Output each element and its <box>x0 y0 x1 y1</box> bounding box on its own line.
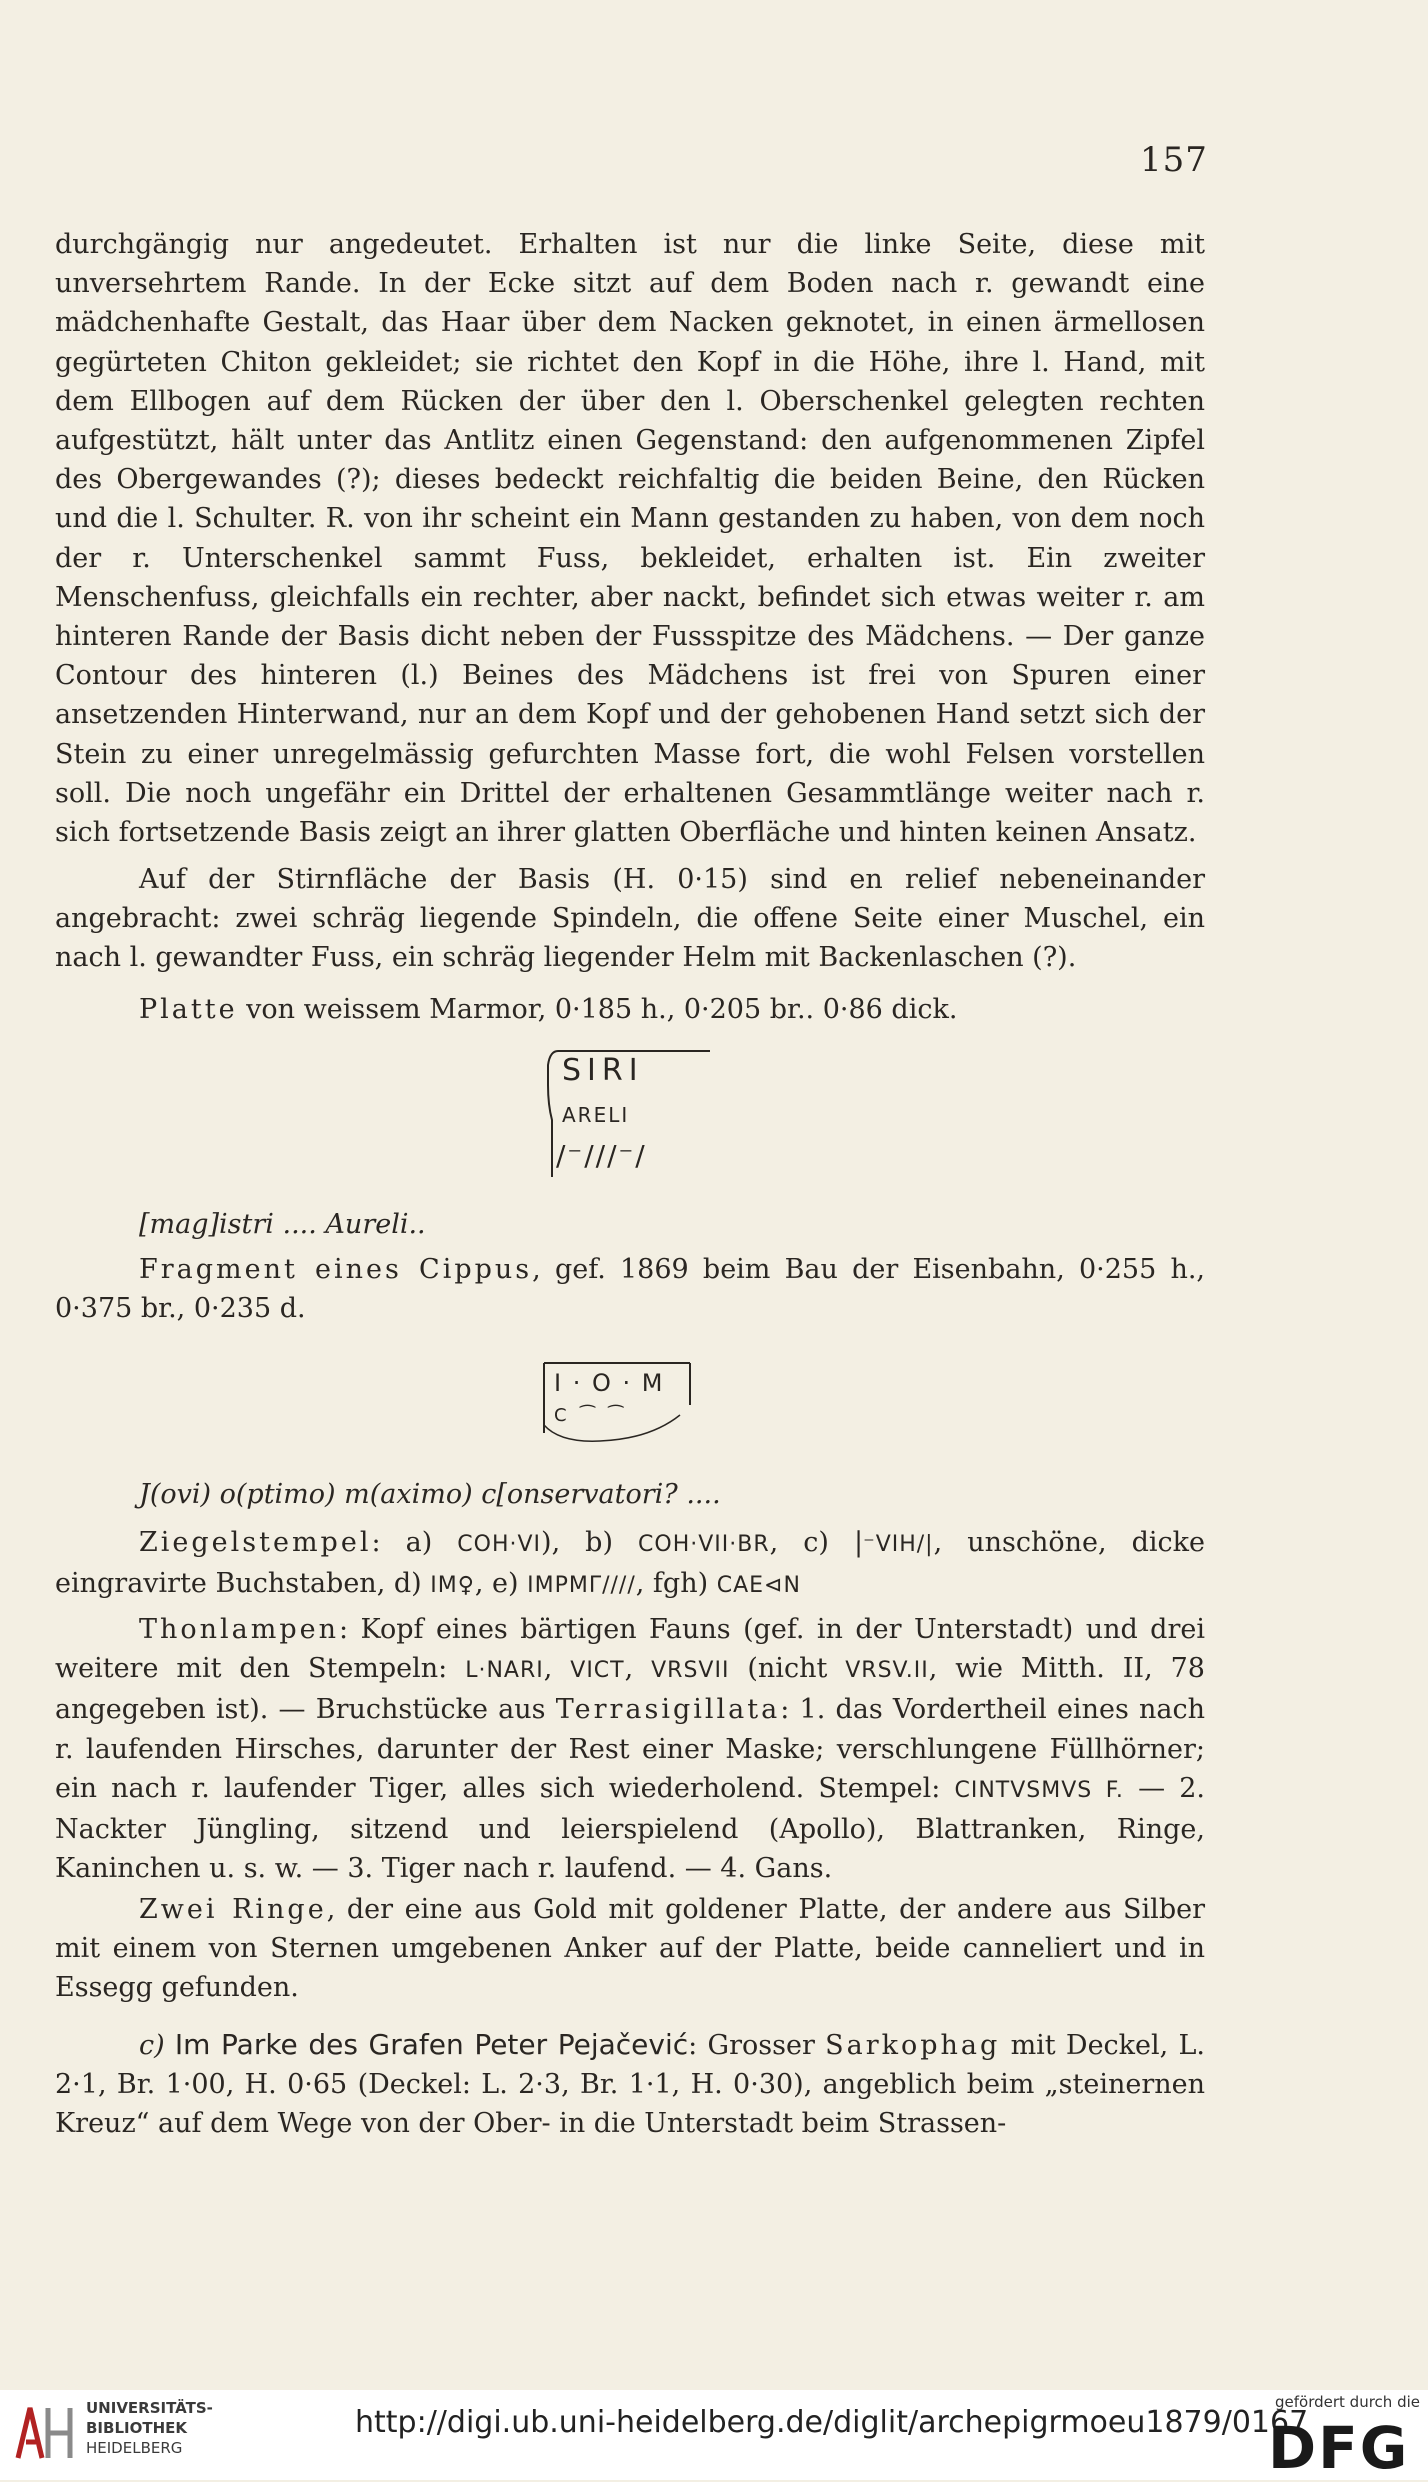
paragraph-8 <box>55 1610 1205 1888</box>
paragraph-text: : Grosser <box>688 2030 826 2061</box>
paragraph-text: c) <box>139 2030 175 2061</box>
inscription-fragment-2 <box>540 1355 740 1445</box>
spaced-label: Zwei Ringe <box>139 1894 327 1925</box>
paragraph-4 <box>55 1205 1205 1244</box>
page-number: 157 <box>1140 140 1208 180</box>
paragraph-text: durchgängig nur angedeutet. Erhalten ist nur die linke Seite, diese mit unversehrtem Rande. In der Ecke sitzt auf dem Boden nach r. gewandt eine mädchenhafte Gestalt, das Haar über dem Nacken geknotet, in einen ärmellosen gegürteten Chiton gekleidet; sie richtet den Kopf in die Höhe, ihre l. Hand, mit dem Ellbogen auf dem Rücken der über den l. Oberschenkel gelegten rechten aufgestützt, hält unter das Antlitz einen Gegenstand: den aufgenommenen Zipfel des Obergewandes (?); dieses bedeckt reichfaltig die beiden Beine, den Rücken und die l. Schulter. R. von ihr scheint ein Mann gestanden zu haben, von dem noch der r. Unterschenkel sammt Fuss, bekleidet, erhalten ist. Ein zweiter Menschenfuss, gleichfalls ein rechter, aber nackt, befindet sich etwas weiter r. am hinteren Rande der Basis dicht neben der Fussspitze des Mädchens. — Der ganze Contour des hinteren (l.) Beines des Mädchens ist frei von Spuren einer ansetzenden Hinterwand, nur an dem Kopf und der gehobenen Hand setzt sich der Stein zu einer unregelmässig gefurchten Masse fort, die wohl Felsen vorstellen soll. Die noch ungefähr ein Drittel der erhaltenen Gesammtlänge weiter nach r. sich fortsetzende Basis zeigt an ihrer glatten Oberfläche und hinten keinen Ansatz. <box>55 229 1205 849</box>
stamp-text: COH·VII·BR <box>638 1532 770 1557</box>
inscription-fragment-1 <box>540 1045 720 1185</box>
document-url-link[interactable]: http://digi.ub.uni-heidelberg.de/diglit/archepigrmoeu1879/0167 <box>355 2405 1309 2440</box>
stamp-text: VICT <box>570 1658 625 1684</box>
paragraph-text: (nicht <box>729 1653 846 1685</box>
stamp-text: L·NARI <box>465 1658 544 1684</box>
paragraph-text: , e) <box>474 1568 528 1600</box>
paragraph-text: : Kopf eines bärtigen Fauns (gef. in der Unterstadt) und drei weitere mit den Stempeln: <box>55 1614 1205 1685</box>
paragraph-6 <box>55 1475 1205 1514</box>
dfg-logo: DFG <box>1268 2414 1410 2482</box>
paragraph-1 <box>55 225 1205 852</box>
paragraph-text: [mag]istri .... Aureli.. <box>139 1209 426 1240</box>
spaced-label: Terrasigillata <box>555 1694 781 1726</box>
stamp-text: IM♀ <box>430 1573 475 1599</box>
university-library-logo-icon <box>12 2398 80 2466</box>
institution-line-1: UNIVERSITÄTS- <box>86 2399 213 2417</box>
paragraph-10 <box>55 2025 1205 2144</box>
paragraph-text: , c) | <box>769 1527 864 1558</box>
paragraph-text: mit Deckel, L. 2·1, Br. 1·00, H. 0·65 (Deckel: L. 2·3, Br. 1·1, H. 0·30), angeblich beim „steinernen Kreuz“ auf dem Wege von der Ober- in die Unterstadt beim Strassen- <box>55 2030 1205 2140</box>
paragraph-text: , wie Mitth. II, 78 angegeben ist). — Bruchstücke aus <box>55 1653 1205 1726</box>
funded-by-label: gefördert durch die <box>1275 2393 1420 2411</box>
stamp-text: IMPMΓ//// <box>527 1573 636 1599</box>
paragraph-3 <box>55 990 1205 1029</box>
institution-name <box>86 2398 213 2458</box>
paragraph-text: von weissem Marmor, 0·185 h., 0·205 br.. 0·86 dick. <box>237 994 958 1025</box>
paragraph-7 <box>55 1523 1205 1605</box>
inscription-line-1: I · O · M <box>554 1369 665 1397</box>
section-heading: Im Parke des Grafen Peter Pejačević <box>174 2028 689 2061</box>
spaced-label: Ziegelstempel <box>139 1527 372 1558</box>
stamp-text: COH·VI <box>457 1532 542 1557</box>
paragraph-text: , <box>543 1653 571 1685</box>
stamp-text: VRSVII <box>651 1658 730 1684</box>
stamp-text: CINTVSMVS F. <box>954 1777 1124 1803</box>
paragraph-2 <box>55 860 1205 978</box>
paragraph-text: , fgh) <box>635 1568 717 1600</box>
paragraph-text: , gef. 1869 beim Bau der Eisenbahn, 0·255 h., 0·375 br., 0·235 d. <box>55 1254 1205 1325</box>
inscription-line-1: SIRI <box>562 1053 644 1088</box>
spaced-label: Sarkophag <box>825 2030 1001 2061</box>
spaced-label: Thonlampen <box>139 1614 340 1645</box>
inscription-line-3: /⁻///⁻/ <box>556 1139 647 1172</box>
paragraph-text: J(ovi) o(ptimo) m(aximo) c[onservatori? .... <box>139 1479 721 1510</box>
inscription-line-2: C ⁀ ⁀ <box>554 1405 627 1426</box>
stamp-text: CAE⊲N <box>716 1573 801 1599</box>
paragraph-9 <box>55 1890 1205 2008</box>
stamp-text: ⁻VIH/| <box>863 1532 934 1557</box>
paragraph-text: : a) <box>371 1527 458 1558</box>
paragraph-text: ), b) <box>541 1527 639 1558</box>
paragraph-5 <box>55 1250 1205 1328</box>
paragraph-text: , <box>624 1653 652 1685</box>
spaced-label: Platte <box>139 994 238 1025</box>
paragraph-text: — 2. Nackter Jüngling, sitzend und leierspielend (Apollo), Blattranken, Ringe, Kaninchen u. s. w. — 3. Tiger nach r. laufend. — 4. Gans. <box>55 1772 1205 1885</box>
stamp-text: VRSV.II <box>845 1658 929 1684</box>
institution-line-3: HEIDELBERG <box>86 2439 183 2457</box>
paragraph-text: Auf der Stirnfläche der Basis (H. 0·15) sind en relief nebeneinander angebracht: zwei schräg liegende Spindeln, die offene Seite einer Muschel, ein nach l. gewandter Fuss, ein schräg liegender Helm mit Backenlaschen (?). <box>55 864 1205 974</box>
paragraph-text: , der eine aus Gold mit goldener Platte, der andere aus Silber mit einem von Sternen umgebenen Anker auf der Platte, beide canneliert und in Essegg gefunden. <box>55 1894 1205 2004</box>
paragraph-text: , unschöne, dicke eingravirte Buchstaben, d) <box>55 1527 1205 1600</box>
spaced-label: Fragment eines Cippus <box>139 1254 533 1285</box>
paragraph-text: : 1. das Vordertheil eines nach r. laufenden Hirsches, darunter der Rest einer Maske; verschlungene Füllhörner; ein nach r. laufender Tiger, alles sich wiederholend. Stempel: <box>55 1694 1205 1804</box>
institution-line-2: BIBLIOTHEK <box>86 2419 187 2437</box>
inscription-line-2: ARELI <box>562 1103 630 1127</box>
